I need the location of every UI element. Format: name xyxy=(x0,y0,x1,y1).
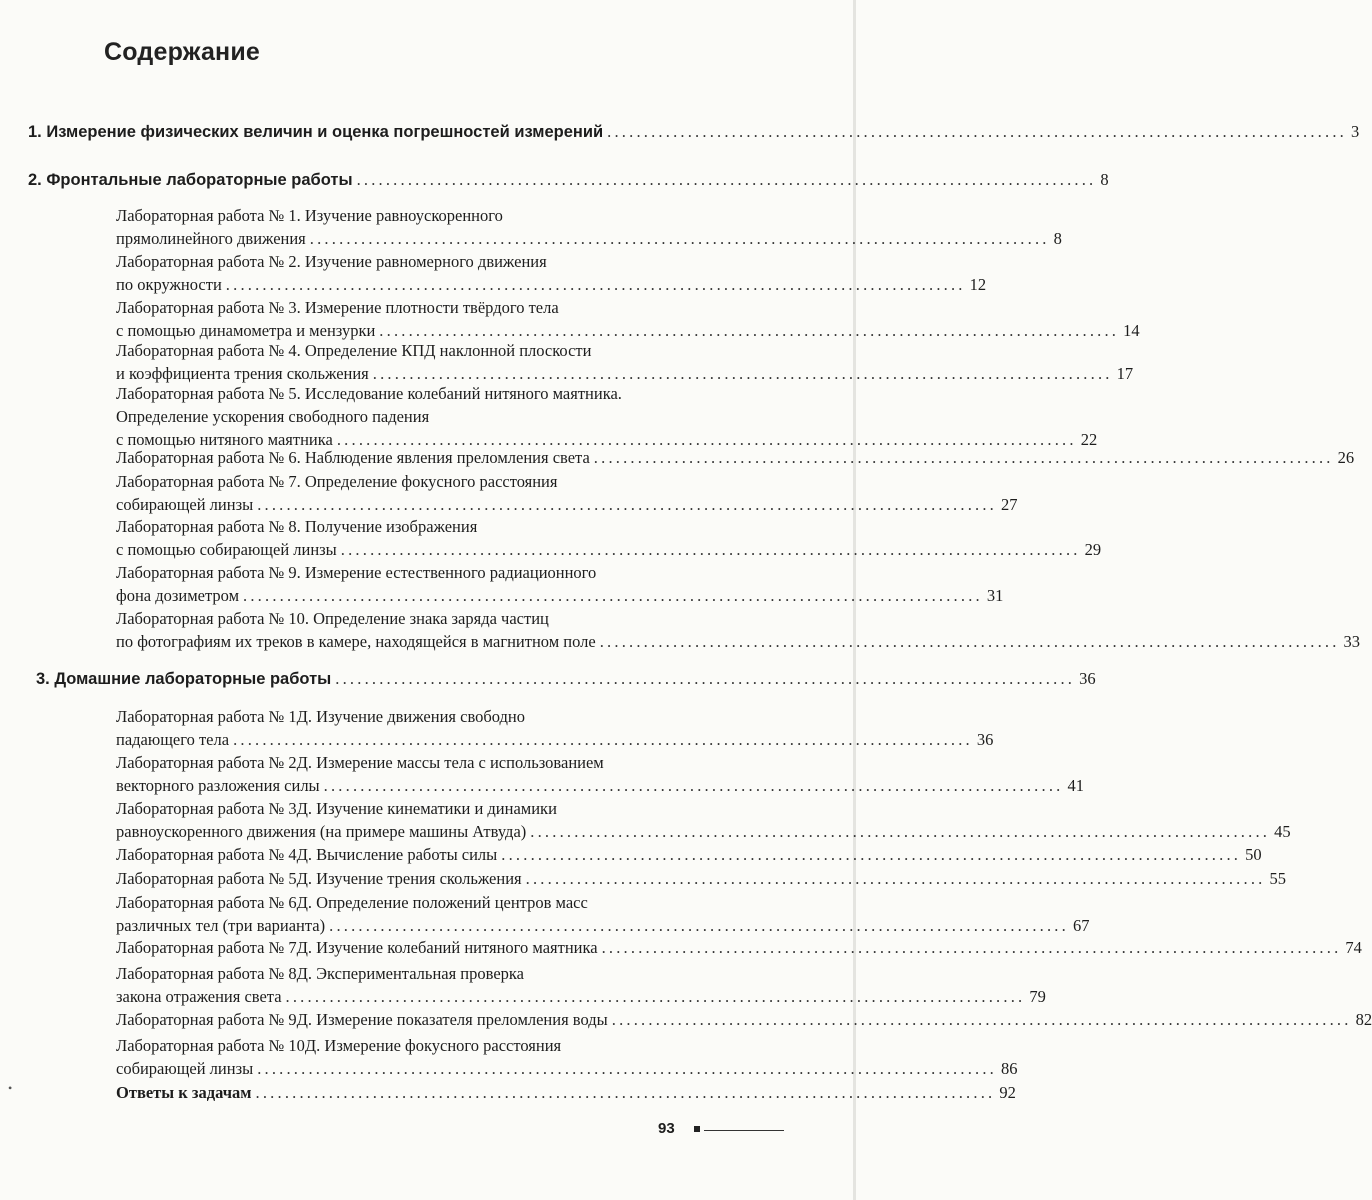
entry-line: собирающей линзы xyxy=(116,1059,254,1078)
page-number: 74 xyxy=(1345,938,1362,957)
toc-entry[interactable] xyxy=(116,891,1090,937)
dot-leader: ..................................................................................................... xyxy=(601,938,1342,957)
toc-entry[interactable] xyxy=(116,607,1361,653)
dot-leader: ..................................................................................................... xyxy=(335,669,1076,688)
page-number: 29 xyxy=(1084,540,1102,559)
page-number: 82 xyxy=(1355,1010,1372,1029)
footer-square-icon xyxy=(694,1126,700,1132)
page-number: 26 xyxy=(1337,448,1355,467)
section-title: 2. Фронтальные лабораторные работы xyxy=(28,171,353,189)
entry-line: и коэффициента трения скольжения xyxy=(116,364,369,383)
page-number: 36 xyxy=(976,730,994,749)
entry-line: Лабораторная работа № 7. Определение фокусного расстояния xyxy=(116,472,558,491)
toc-entry[interactable] xyxy=(116,204,1062,250)
toc-entry[interactable] xyxy=(116,382,1098,451)
entry-line: по фотографиям их треков в камере, находящейся в магнитном поле xyxy=(116,632,596,651)
entry-line: Лабораторная работа № 1Д. Изучение движения свободно xyxy=(116,707,526,726)
dot-leader: ..................................................................................................... xyxy=(225,275,966,294)
entry-line: собирающей линзы xyxy=(116,495,254,514)
toc-entry[interactable] xyxy=(116,470,1018,516)
dot-leader: ..................................................................................................... xyxy=(255,1083,996,1102)
toc-entry[interactable] xyxy=(116,339,1134,385)
entry-line: Лабораторная работа № 5Д. Изучение трения скольжения xyxy=(116,869,522,888)
dot-leader: ..................................................................................................... xyxy=(309,229,1050,248)
entry-line: векторного разложения силы xyxy=(116,776,320,795)
entry-line: Лабораторная работа № 8Д. Экспериментальная проверка xyxy=(116,964,524,983)
dot-leader: ..................................................................................................... xyxy=(599,632,1340,651)
toc-entry[interactable] xyxy=(116,515,1102,561)
entry-line: с помощью динамометра и мензурки xyxy=(116,321,376,340)
entry-line: различных тел (три варианта) xyxy=(116,916,326,935)
entry-line: падающего тела xyxy=(116,730,230,749)
dot-leader: ..................................................................................................... xyxy=(243,586,983,605)
page-number: 17 xyxy=(1116,364,1134,383)
entry-line: равноускоренного движения (на примере машины Атвуда) xyxy=(116,822,527,841)
page-number: 14 xyxy=(1123,321,1140,340)
toc-entry[interactable] xyxy=(116,751,1084,797)
page-number: 36 xyxy=(1079,669,1096,688)
page-number: 8 xyxy=(1100,170,1109,189)
page-number: 50 xyxy=(1245,845,1262,864)
entry-line: с помощью нитяного маятника xyxy=(116,430,333,449)
page-number: 3 xyxy=(1350,122,1360,141)
toc-section-3[interactable] xyxy=(36,668,1096,690)
toc-entry[interactable] xyxy=(116,705,994,751)
entry-line: Лабораторная работа № 2. Изучение равномерного движения xyxy=(116,252,547,271)
toc-answers[interactable] xyxy=(116,1081,1016,1104)
dot-leader: ..................................................................................................... xyxy=(501,845,1242,864)
entry-line: Лабораторная работа № 5. Исследование колебаний нитяного маятника. xyxy=(116,384,622,403)
entry-line: Лабораторная работа № 3. Измерение плотности твёрдого тела xyxy=(116,298,559,317)
entry-line: фона дозиметром xyxy=(116,586,240,605)
dot-leader: ..................................................................................................... xyxy=(323,776,1064,795)
dot-leader: ..................................................................................................... xyxy=(336,430,1077,449)
toc-entry[interactable] xyxy=(116,962,1046,1008)
dot-leader: ..................................................................................................... xyxy=(607,122,1347,141)
dot-leader: ..................................................................................................... xyxy=(329,916,1069,935)
entry-line: Лабораторная работа № 10Д. Измерение фокусного расстояния xyxy=(116,1036,562,1055)
toc-entry[interactable] xyxy=(116,867,1286,890)
entry-line: Лабораторная работа № 10. Определение знака заряда частиц xyxy=(116,609,549,628)
dot-leader: ..................................................................................................... xyxy=(340,540,1081,559)
page-number: 8 xyxy=(1053,229,1062,248)
page-number: 67 xyxy=(1072,916,1090,935)
page-title: Содержание xyxy=(104,38,261,66)
dot-leader: ..................................................................................................... xyxy=(257,495,998,514)
toc-entry[interactable] xyxy=(116,1008,1372,1031)
page-number: 86 xyxy=(1001,1059,1018,1078)
dot-leader: ..................................................................................................... xyxy=(379,321,1120,340)
dot-leader: ..................................................................................................... xyxy=(611,1010,1352,1029)
toc-entry[interactable] xyxy=(116,936,1362,959)
entry-line: прямолинейного движения xyxy=(116,229,306,248)
entry-line: Определение ускорения свободного падения xyxy=(116,407,430,426)
toc-entry[interactable] xyxy=(116,561,1004,607)
answers-label: Ответы к задачам xyxy=(116,1083,252,1102)
section-title: 3. Домашние лабораторные работы xyxy=(36,670,332,688)
page-number: 22 xyxy=(1080,430,1098,449)
entry-line: Лабораторная работа № 3Д. Изучение кинематики и динамики xyxy=(116,799,557,818)
page-number: 27 xyxy=(1001,495,1018,514)
toc-section-1[interactable] xyxy=(28,121,1360,143)
entry-line: с помощью собирающей линзы xyxy=(116,540,337,559)
entry-line: Лабораторная работа № 4. Определение КПД наклонной плоскости xyxy=(116,341,592,360)
toc-entry[interactable] xyxy=(116,843,1262,866)
entry-line: Лабораторная работа № 7Д. Изучение колебаний нитяного маятника xyxy=(116,938,598,957)
dot-leader: ..................................................................................................... xyxy=(356,170,1097,189)
section-title: 1. Измерение физических величин и оценка погрешностей измерений xyxy=(28,123,604,141)
entry-line: Лабораторная работа № 9. Измерение естественного радиационного xyxy=(116,563,597,582)
page-number: 33 xyxy=(1343,632,1361,651)
entry-line: Лабораторная работа № 1. Изучение равноускоренного xyxy=(116,206,503,225)
entry-line: Лабораторная работа № 4Д. Вычисление работы силы xyxy=(116,845,498,864)
toc-section-2[interactable] xyxy=(28,169,1109,191)
dot-leader: ..................................................................................................... xyxy=(525,869,1266,888)
page-number: 45 xyxy=(1274,822,1291,841)
page-number: 55 xyxy=(1269,869,1286,888)
dot-leader: ..................................................................................................... xyxy=(372,364,1113,383)
toc-entry[interactable] xyxy=(116,446,1355,469)
page-number: 92 xyxy=(999,1083,1016,1102)
entry-line: закона отражения света xyxy=(116,987,282,1006)
dot-leader: ..................................................................................................... xyxy=(285,987,1026,1006)
dot-leader: ..................................................................................................... xyxy=(530,822,1271,841)
page-number: 12 xyxy=(969,275,987,294)
toc-entry[interactable] xyxy=(116,250,987,296)
page-number: 41 xyxy=(1067,776,1084,795)
page-number: 79 xyxy=(1029,987,1046,1006)
dot-leader: ..................................................................................................... xyxy=(257,1059,998,1078)
toc-entry[interactable] xyxy=(116,1034,1018,1080)
footer-rule xyxy=(704,1130,784,1131)
entry-line: Лабораторная работа № 6. Наблюдение явления преломления света xyxy=(116,448,590,467)
entry-line: Лабораторная работа № 8. Получение изображения xyxy=(116,517,478,536)
footer-page-number: 93 xyxy=(658,1120,675,1137)
entry-line: Лабораторная работа № 2Д. Измерение массы тела с использованием xyxy=(116,753,604,772)
entry-line: Лабораторная работа № 6Д. Определение положений центров масс xyxy=(116,893,588,912)
dot-leader: ..................................................................................................... xyxy=(233,730,973,749)
entry-line: Лабораторная работа № 9Д. Измерение показателя преломления воды xyxy=(116,1010,608,1029)
margin-mark: • xyxy=(8,1081,13,1095)
dot-leader: ..................................................................................................... xyxy=(593,448,1334,467)
toc-entry[interactable] xyxy=(116,296,1140,342)
entry-line: по окружности xyxy=(116,275,222,294)
page-number: 31 xyxy=(986,586,1004,605)
toc-entry[interactable] xyxy=(116,797,1291,843)
